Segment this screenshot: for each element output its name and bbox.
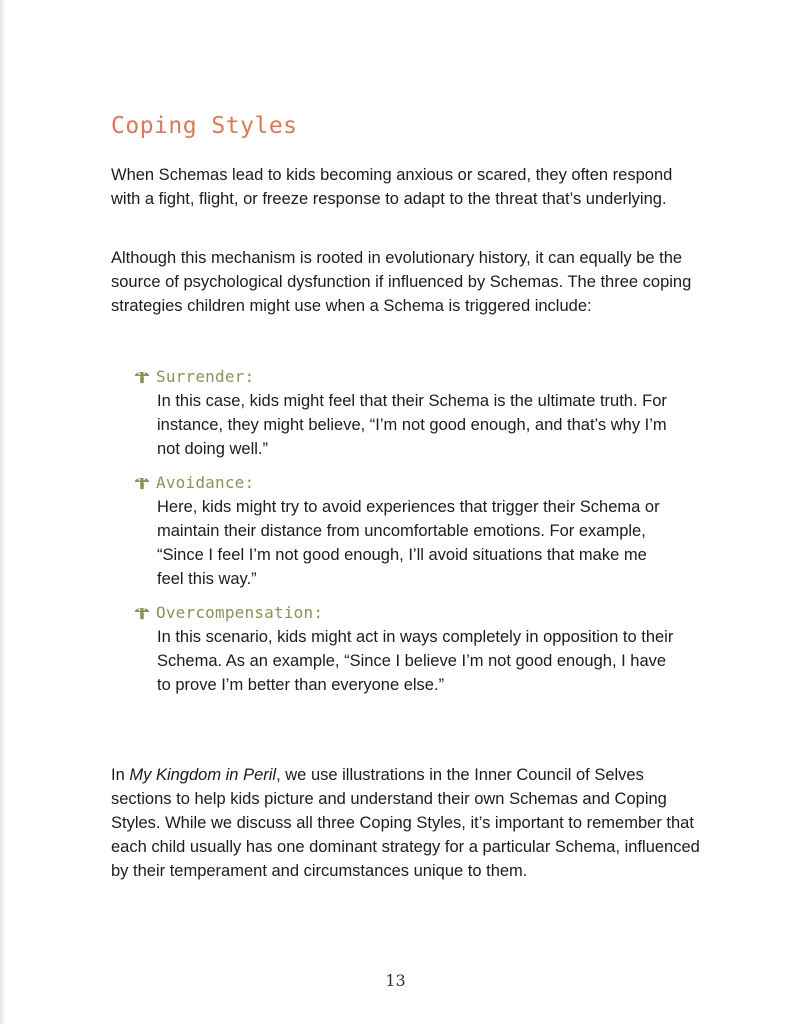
list-item [133,364,693,461]
mushroom-icon [133,473,151,491]
book-title: My Kingdom in Peril [129,766,277,784]
coping-style-description: Here, kids might try to avoid experiences that trigger their Schema or maintain their distance from uncomfortable emotions. For example, “Since I feel I’m not good enough, I’ll avoid situations that make me feel this way.” [157,498,660,588]
page-edge-shadow [0,0,6,1024]
mechanism-paragraph: Although this mechanism is rooted in evolutionary history, it can equally be the source of psychological dysfunction if influenced by Schemas. The three coping strategies children might use when a Schema is triggered include: [111,249,692,315]
coping-style-description: In this case, kids might feel that their Schema is the ultimate truth. For instance, they might believe, “I’m not good enough, and that’s why I’m not doing well.” [157,392,667,458]
list-item-title [133,364,693,388]
section-heading: Coping Styles [111,113,298,139]
closing-prefix: In [111,766,130,784]
mushroom-icon [133,603,151,621]
list-item-title [133,470,693,494]
list-item [133,600,693,697]
coping-style-term-overcompensation: Overcompensation: [156,602,324,622]
coping-style-term-avoidance: Avoidance: [156,472,255,492]
list-item-title [133,600,693,624]
mushroom-icon [133,367,151,385]
coping-style-description: In this scenario, kids might act in ways completely in opposition to their Schema. As an example, “Since I believe I’m not good enough, I have to prove I’m better than everyone else.” [157,628,674,694]
intro-paragraph: When Schemas lead to kids becoming anxious or scared, they often respond with a fight, flight, or freeze response to adapt to the threat that’s underlying. [111,166,673,208]
page-number: 13 [385,971,406,990]
closing-paragraph [111,763,701,883]
coping-styles-list [133,364,693,697]
list-item [133,470,693,591]
coping-style-term-surrender: Surrender: [156,366,255,386]
closing-text: , we use illustrations in the Inner Council of Selves sections to help kids picture and understand their own Schemas and Coping Styles. While we discuss all three Coping Styles, it’s important to remember that each child usually has one dominant strategy for a particular Schema, influenced by their temperament and circumstances unique to them. [111,766,700,880]
